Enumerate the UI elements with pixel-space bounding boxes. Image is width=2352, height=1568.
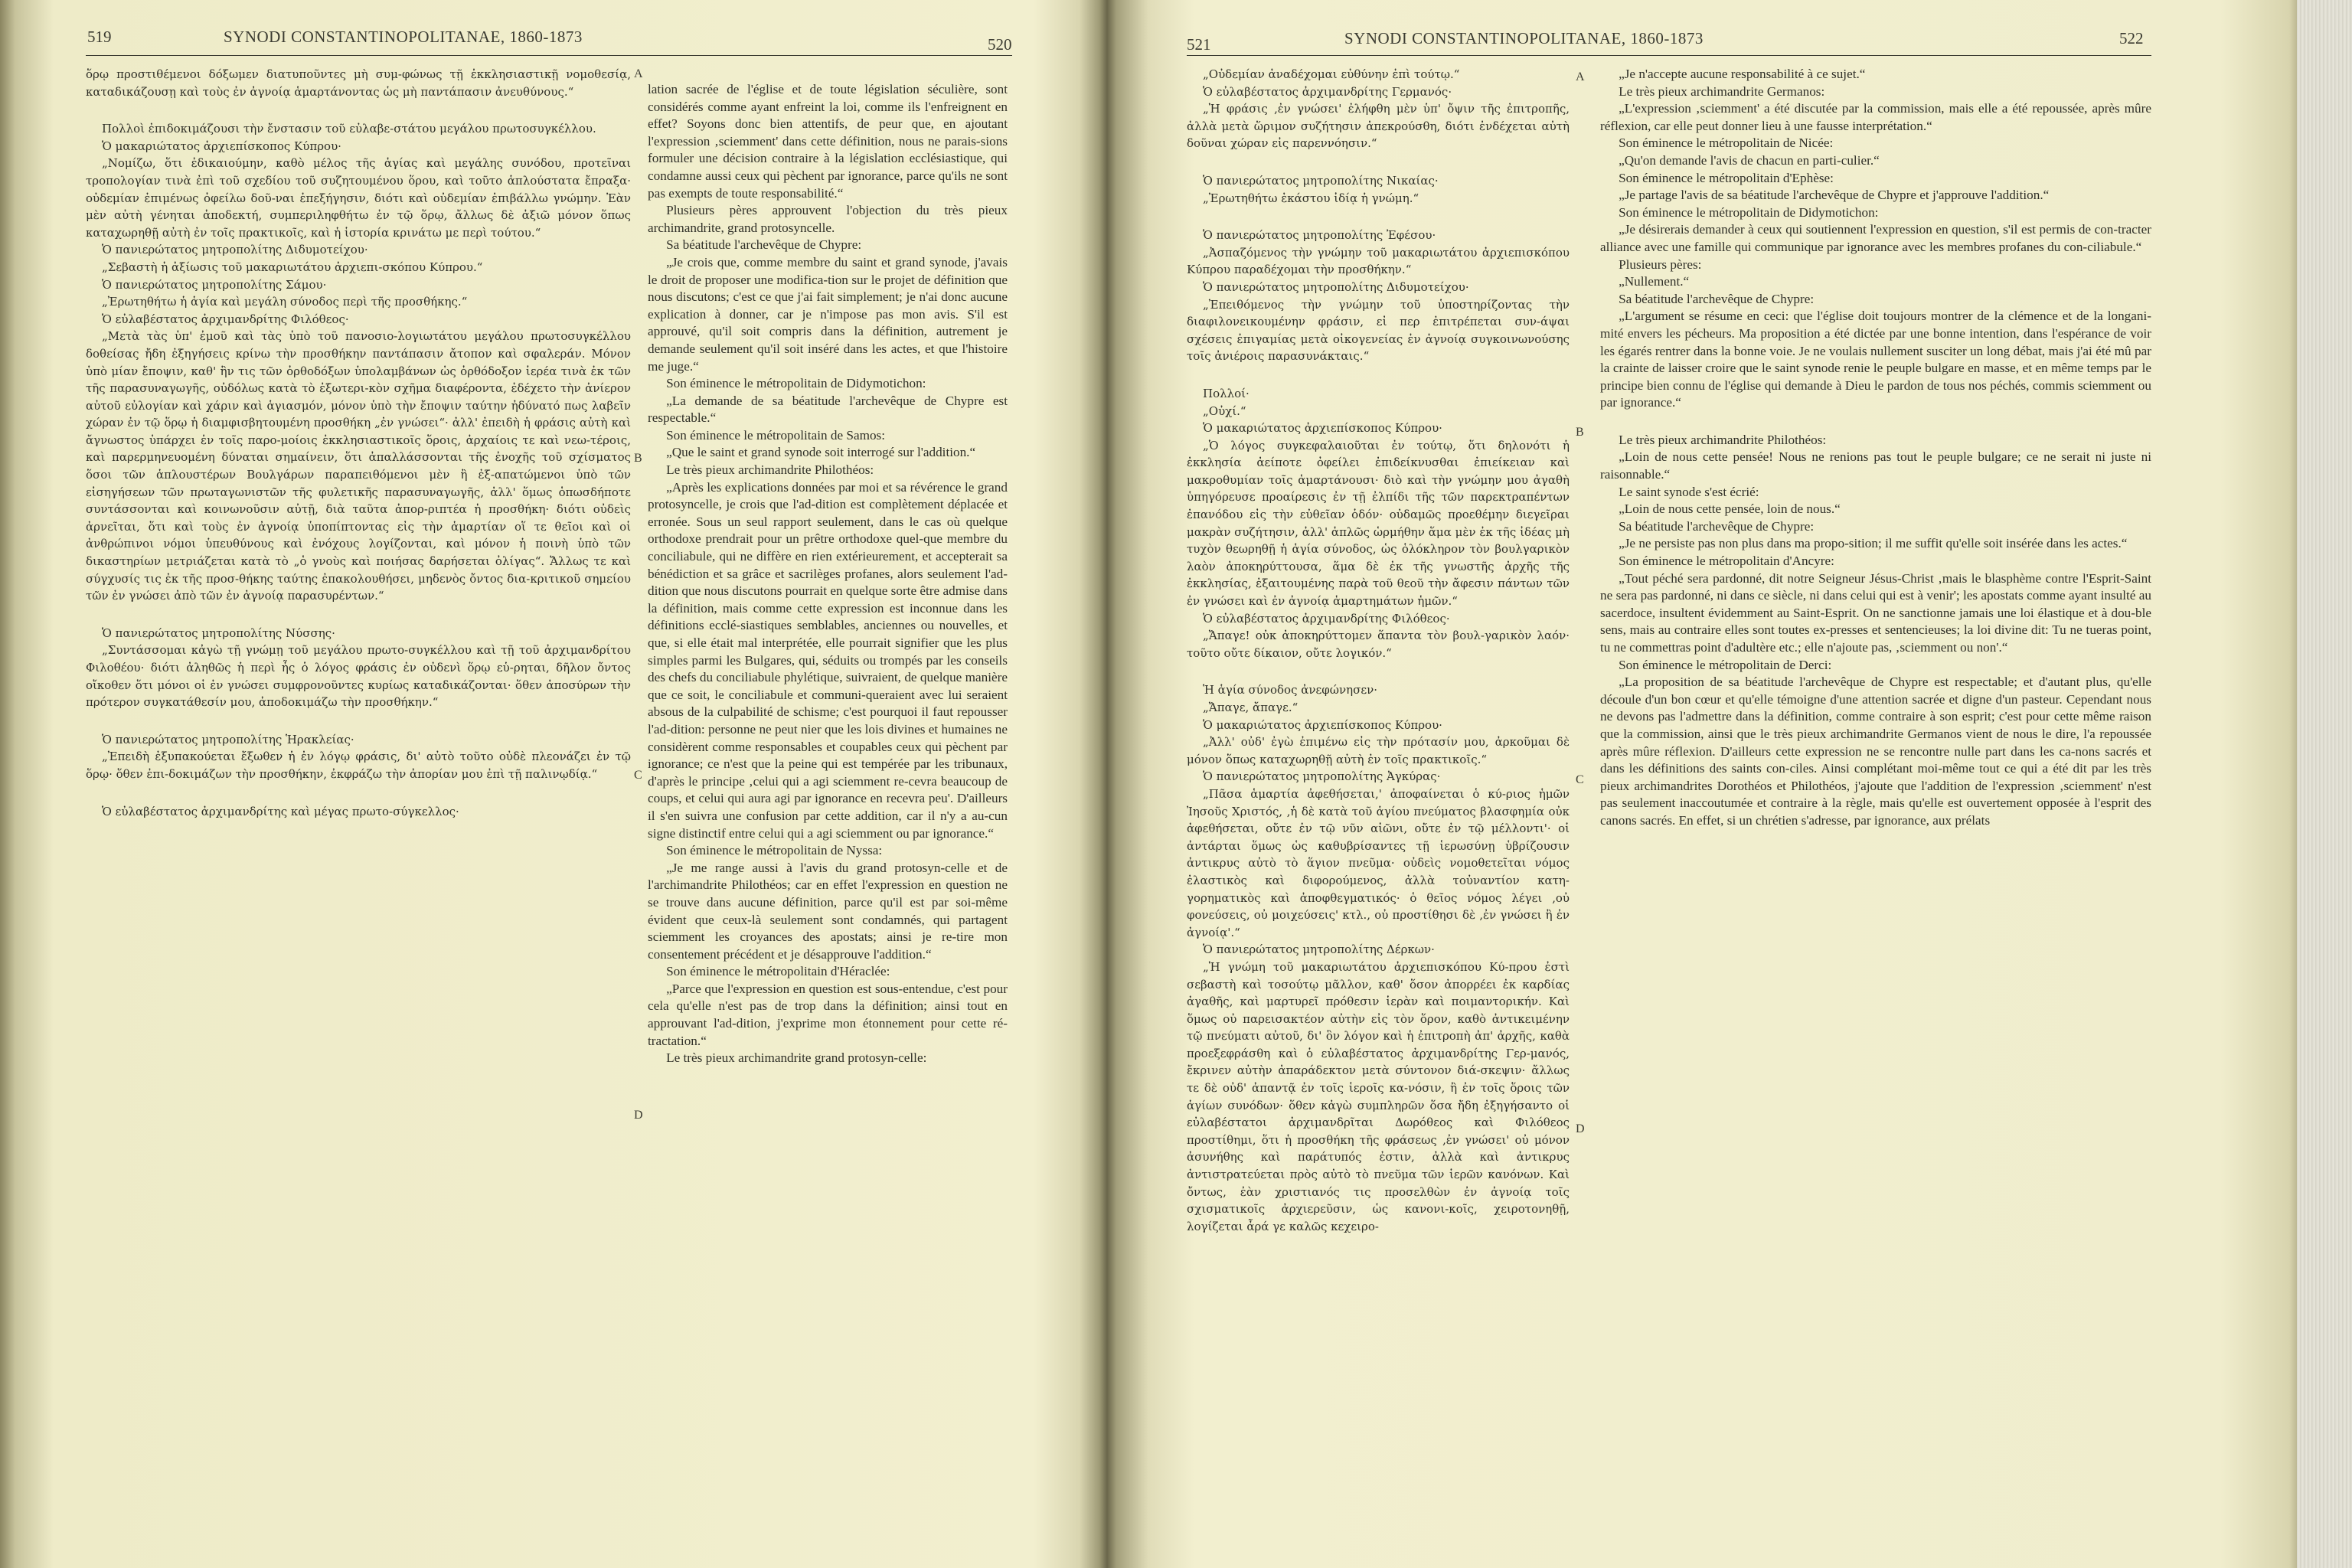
- paragraph: Ὁ πανιερώτατος μητροπολίτης Νύσσης·: [102, 626, 335, 640]
- paragraph: „Ἄπαγε, ἄπαγε.“: [1203, 701, 1298, 714]
- paragraph: „Ἀλλ' οὐδ' ἐγὼ ἐπιμένω εἰς τὴν πρότασίν μου, ἀρκοῦμαι δὲ μόνον ὅπως καταχωρηθῇ αὐτὴ ἐν τοῖς πρακτικοῖς.“: [1187, 735, 1570, 766]
- header-rule: [1187, 55, 2151, 56]
- paragraph: „Ἄπαγε! οὐκ ἀποκηρύττομεν ἅπαντα τὸν βουλ-γαρικὸν λαόν· τοῦτο οὔτε δίκαιον, οὔτε λογικόν.“: [1187, 629, 1570, 660]
- margin-letter: B: [1576, 426, 1584, 439]
- paragraph: „Que le saint et grand synode soit interrogé sur l'addition.“: [666, 445, 976, 460]
- paragraph: Πολλοί·: [1203, 386, 1250, 400]
- paragraph: „Ἀσπαζόμενος τὴν γνώμην τοῦ μακαριωτάτου ἀρχιεπισκόπου Κύπρου παραδέχομαι τὴν προσθήκην.“: [1187, 245, 1570, 277]
- paragraph: Son éminence le métropolitain d'Ancyre:: [1619, 554, 1834, 569]
- paragraph: Le très pieux archimandrite Germanos:: [1619, 83, 1825, 99]
- paragraph: Ἡ ἁγία σύνοδος ἀνεφώνησεν·: [1203, 683, 1378, 697]
- paragraph: „Ἐπειδὴ ἐξυπακούεται ἔξωθεν ἡ ἐν λόγῳ φράσις, δι' αὐτὸ τοῦτο οὐδὲ πλεονάζει ἐν τῷ ὅρῳ· ὅθεν ἐπι-δοκιμάζων τὴν προσθήκην, ἐκφράζω τὴν ἀπορίαν μου ἐπὶ τῇ παλινῳδίᾳ.“: [86, 750, 631, 781]
- paragraph: „Je ne persiste pas non plus dans ma propo-sition; il me suffit qu'elle soit insérée dans les actes.“: [1619, 536, 2128, 551]
- paragraph: Ὁ πανιερώτατος μητροπολίτης Ἀγκύρας·: [1203, 769, 1441, 784]
- right-page: [1148, 0, 2297, 1568]
- paragraph: „Οὐχί.“: [1203, 403, 1246, 418]
- paragraph: „Ἐπειθόμενος τὴν γνώμην τοῦ ὑποστηρίζοντας τὴν διαφιλονεικουμένην φράσιν, εἰ περ ἐπιτρέπεται συν-άψαι σχέσεις ἐπιγαμίας μετὰ οἰκογενείας ἐν ἀγνοίᾳ συγκοινωνούσης τοῖς ἀνιέροις παρασυνάκταις.“: [1187, 297, 1570, 364]
- paragraph: ὅρῳ προστιθέμενοι δόξωμεν διατυποῦντες μὴ συμ-φώνως τῇ ἐκκλησιαστικῇ νομοθεσίᾳ, καταδικάζουσῃ καὶ τοὺς ἐν ἀγνοίᾳ ἁμαρτάνοντας ὡς μὴ παντάπασιν ἀνευθύνους.“: [86, 67, 631, 99]
- paragraph: „Ἐρωτηθήτω ἑκάστου ἰδίᾳ ἡ γνώμη.“: [1203, 191, 1419, 205]
- paragraph: „Οὐδεμίαν ἀναδέχομαι εὐθύνην ἐπὶ τούτῳ.“: [1203, 67, 1460, 81]
- paragraph: Son éminence le métropolitain de Didymotichon:: [666, 376, 926, 391]
- paragraph: Le très pieux archimandrite Philothéos:: [666, 462, 874, 478]
- paragraph: Ὁ εὐλαβέστατος ἀρχιμανδρίτης καὶ μέγας πρωτο-σύγκελλος·: [102, 804, 459, 818]
- paragraph: „Σεβαστὴ ἡ ἀξίωσις τοῦ μακαριωτάτου ἀρχιεπι-σκόπου Κύπρου.“: [102, 260, 483, 274]
- paragraph: Ὁ μακαριώτατος ἀρχιεπίσκοπος Κύπρου·: [1203, 717, 1442, 732]
- paragraph: Le très pieux archimandrite grand protosyn-celle:: [666, 1050, 927, 1066]
- paragraph: „Πᾶσα ἁμαρτία ἀφεθήσεται,' ἀποφαίνεται ὁ κύ-ριος ἡμῶν Ἰησοῦς Χριστός, ‚ἡ δὲ κατὰ τοῦ ἁγίου πνεύματος βλασφημία οὐκ ἀφεθήσεται, οὔτε ἐν τῷ νῦν αἰῶνι, οὔτε ἐν τῷ μέλλοντι'· οἱ ἀντάρται ὅμως ὡς καθυβρίσαντες τῇ ἱερωσύνῃ ὑβρίζουσιν ἀντικρυς αὐτὸ τὸ ἅγιον πνεῦμα· οὐδεὶς νομοθετεῖται νόμος ἐλαστικὸς καὶ διφορούμενος, ἀλλὰ τοὐναντίον κατη-γορηματικὸς καὶ ἀποφθεγματικός· ὁ θεῖος νόμος λέγει ‚οὐ φονεύσεις, οὐ μοιχεύσεις' κτλ., οὐ προστίθησι δὲ ‚ἐν γνώσει ἢ ἐν ἀγνοίᾳ'.“: [1187, 786, 1570, 939]
- margin-letter: D: [1576, 1122, 1585, 1135]
- page-number: 522: [2119, 29, 2144, 47]
- margin-letter: A: [1576, 70, 1585, 83]
- margin-letter: C: [634, 769, 642, 782]
- paragraph: „Loin de nous cette pensée! Nous ne renions pas tout le peuple bulgare; ce ne serait ni juste ni raisonnable.“: [1600, 449, 2151, 482]
- paragraph: Ὁ εὐλαβέστατος ἀρχιμανδρίτης Φιλόθεος·: [102, 312, 349, 326]
- paragraph: „Parce que l'expression en question est sous-entendue, c'est pour cela qu'elle n'est pas de trop dans la définition; ainsi tout en approuvant l'ad-dition, j'exprime mon étonnement pour cette ré-tractation.“: [648, 981, 1008, 1048]
- paragraph: „Nullement.“: [1619, 274, 1690, 289]
- greek-column: [1187, 66, 1570, 1521]
- paragraph: Plusieurs pères approuvent l'objection du très pieux archimandrite, grand protosyncelle.: [648, 203, 1008, 235]
- paragraph: „L'expression ‚sciemment' a été discutée par la commission, mais elle a été repoussée, après mûre réflexion, car elle peut donner lieu à une fausse interprétation.“: [1600, 101, 2151, 133]
- paragraph: „L'argument se résume en ceci: que l'église doit toujours montrer de la clémence et de la longani-mité envers les pécheurs. Ma proposition a été dictée par une bonne intention, dans l'espérance de voir les égarés rentrer dans la bonne voie. Je ne voulais nullement susciter un long débat, mais j'ai été mû par la crainte de laisser croire que le saint synode renie le peuple bulgare en masse, et en même temps par le principe bien connu de l'église qui demande à Dieu le pardon de tous nos péchés, commis sciemment ou par ignorance.“: [1600, 309, 2151, 410]
- paragraph: „La proposition de sa béatitude l'archevêque de Chypre est respectable; et d'autant plus, qu'elle découle d'un bon cœur et qu'elle témoigne d'une attention sacrée et digne d'un pasteur. Cependant nous ne devons pas l'admettre dans la définition, comme contraire à son esprit; c'est pour cette même raison que la commission, ainsi que le très pieux archimandrite Germanos vient de nous le dire, l'a repoussée après mûre réflexion. D'ailleurs cette expression ne se rencontre nulle part dans les ca-nons sacrés et dans les définitions des saints con-ciles. Ainsi complétant moi-même tout ce qui a été dit par les très pieux archimandrites Dorothéos et Philothéos, j'ajoute que l'addition de l'expression ‚sciemment' n'est pas seulement inaccoutumée et contraire à la règle, mais qu'elle est ouvertement opposée à l'esprit des canons sacrés. En effet, si un chrétien s'adresse, par ignorance, aux prélats: [1600, 675, 2151, 828]
- paragraph: Sa béatitude l'archevêque de Chypre:: [1619, 291, 1815, 306]
- paragraph: Son éminence le métropolitain de Derci:: [1619, 657, 1832, 672]
- margin-letter: A: [634, 67, 643, 80]
- paragraph: Plusieurs pères:: [1619, 256, 1702, 272]
- paragraph: Ὁ πανιερώτατος μητροπολίτης Διδυμοτείχου·: [1203, 279, 1469, 294]
- paragraph: Son éminence le métropolitain de Samos:: [666, 427, 885, 443]
- greek-column: [86, 66, 631, 1521]
- paragraph: Ὁ πανιερώτατος μητροπολίτης Ἐφέσου·: [1203, 228, 1436, 243]
- paragraph: Ὁ πανιερώτατος μητροπολίτης Σάμου·: [102, 277, 327, 292]
- paragraph: „Je partage l'avis de sa béatitude l'archevêque de Chypre et j'approuve l'addition.“: [1619, 188, 2050, 203]
- paragraph: Ὁ πανιερώτατος μητροπολίτης Ἡρακλείας·: [102, 732, 354, 746]
- page-number: 521: [1187, 35, 1211, 54]
- paragraph: „Συντάσσομαι κἀγὼ τῇ γνώμῃ τοῦ μεγάλου πρωτο-συγκέλλου καὶ τῇ τοῦ ἀρχιμανδρίτου Φιλοθέου· διότι ἀληθῶς ἡ περὶ ἧς ὁ λόγος φράσις ἐν οὐδενὶ ὅρῳ εὑ-ρηται, δῆλον ὄντος οἴκοθεν ὅτι μόνοι οἱ ἐν γνώσει συμφρονοῦντες κυρίως καταδικάζονται· ὅθεν ἀποσύρων τὴν πρότερον συγκατάθεσίν μου, ἀποδοκιμάζω τὴν προσθήκην.“: [86, 643, 631, 710]
- paragraph: „Tout péché sera pardonné, dit notre Seigneur Jésus-Christ ‚mais le blasphème contre l'Esprit-Saint ne sera pas pardonné, ni dans ce siècle, ni dans celui qui est à venir'; les apostats comme ayant insulté au sacerdoce, insultent évidemment au Saint-Esprit. On ne sanctionne jamais une loi élastique et à dou-ble sens, mais au contraire elles sont toutes ex-presses et sentencieuses; la loi divine dit: Tu ne tueras point, tu ne commettras point d'adultère etc.; elle n'ajoute pas, ‚sciemment ou non'.“: [1600, 570, 2151, 655]
- paragraph: „Νομίζω, ὅτι ἐδικαιούμην, καθὸ μέλος τῆς ἁγίας καὶ μεγάλης συνόδου, προτεῖναι τροπολογίαν τινὰ ἐπὶ τοῦ σχεδίου τοῦ συζητουμένου ὅρου, καὶ τοῦτο ἁπλούστατα ἔπραξα· οὐδεμίαν ἐπιμένως ὀφείλω δοῦ-ναι ἐπεξήγησιν, διότι καὶ οὐδεμίαν ἐπιβάλλω γνώμην. Ἐὰν μὲν αὐτὴ γένηται ἀποδεκτή, συμπεριληφθήτω ἐν τῷ ὅρῳ, ἄλλως δὲ ἀξιῶ μόνον ὅπως καταχωρηθῇ αὐτὴ ἐν τοῖς πρακτικοῖς, καὶ ἡ ἱστορία κρινάτω με περὶ τούτου.“: [86, 156, 631, 240]
- left-page: [0, 0, 1102, 1568]
- header-rule: [86, 55, 1012, 56]
- margin-letter: B: [634, 452, 642, 465]
- paragraph: Son éminence le métropolitain de Nyssa:: [666, 843, 883, 858]
- paragraph: Le très pieux archimandrite Philothéos:: [1619, 432, 1827, 447]
- paragraph: Le saint synode s'est écrié:: [1619, 484, 1759, 499]
- page-number: 519: [87, 28, 112, 46]
- paragraph: Ὁ εὐλαβέστατος ἀρχιμανδρίτης Φιλόθεος·: [1203, 611, 1450, 626]
- paragraph: Ὁ μακαριώτατος ἀρχιεπίσκοπος Κύπρου·: [1203, 421, 1442, 436]
- page-number: 520: [988, 35, 1012, 54]
- paragraph: Sa béatitude l'archevêque de Chypre:: [666, 237, 862, 253]
- paragraph: „Après les explications données par moi et sa révérence le grand protosyncelle, je crois que l'ad-dition est complètement déplacée et erronée. Sous un seul rapport seulement, dans le cas où quelque orthodoxe prendrait pour un prêtre orthodoxe quel-que membre du conciliabule, qui ne diffère en rien extérieurement, et accepterait sa bénédiction et sa grâce et sacrilèges profanes, alors seulement l'ad-dition que nous discutons pourrait en quelque sorte être admise dans la définition, mais comme cette expression est inconnue dans les définitions ecclé-siastiques semblables, anciennes ou nouvelles, et que, si elle était mal interprétée, elle pourrait signifier que les plus simples parmi les Bulgares, qui, séduits ou trompés par les conseils des chefs du conciliabule phylétique, suivraient, de quelque manière que ce soit, le conciliabule et communi-queraient avec lui seraient absous de la culpabilité de schisme; c'est pourquoi il faut repousser l'ad-dition: personne ne peut nier que les lois divines et humaines ne considèrent comme responsables et coupables ceux qui pèchent par ignorance; ce n'est que la peine qui est tempérée par les tribunaux, d'après le principe ‚celui qui a agi sciemment re-cevra beaucoup de coups, et celui qui aura agi par ignorance en recevra peu'. D'ailleurs il s'en suivra une confusion par cette addition, car il n'y a au-cun signe distinctif entre celui qui a agi sciemment ou par ignorance.“: [648, 479, 1008, 841]
- paragraph: Son éminence le métropolitain de Nicée:: [1619, 136, 1834, 151]
- paragraph: „Je n'accepte aucune responsabilité à ce sujet.“: [1619, 67, 1866, 81]
- paragraph: Son éminence le métropolitain d'Ephèse:: [1619, 170, 1834, 185]
- paragraph: „Qu'on demande l'avis de chacun en parti-culier.“: [1619, 152, 1880, 168]
- margin-letter: C: [1576, 773, 1584, 786]
- paragraph: Son éminence le métropolitain d'Héraclée:: [666, 964, 890, 979]
- paragraph: Πολλοὶ ἐπιδοκιμάζουσι τὴν ἔνστασιν τοῦ εὐλαβε-στάτου μεγάλου πρωτοσυγκέλλου.: [102, 122, 596, 136]
- paragraph: „Ἐρωτηθήτω ἡ ἁγία καὶ μεγάλη σύνοδος περὶ τῆς προσθήκης.“: [102, 295, 468, 309]
- running-head: SYNODI CONSTANTINOPOLITANAE, 1860-1873: [1344, 29, 1704, 47]
- page-edges: [2297, 0, 2352, 1568]
- paragraph: Ὁ πανιερώτατος μητροπολίτης Νικαίας·: [1203, 173, 1439, 188]
- paragraph: Son éminence le métropolitain de Didymotichon:: [1619, 204, 1879, 220]
- french-column: [1600, 66, 2151, 1521]
- paragraph: „Je crois que, comme membre du saint et grand synode, j'avais le droit de proposer une modifica-tion sur le projet de définition que nous discutons; c'est ce que j'ai fait simplement; je n'ai donc aucune explication à donner, car je n'impose pas mon avis. S'il est approuvé, qu'il soit compris dans la définition, autrement je demande seulement qu'il soit inséré dans les actes, et que l'histoire me juge.“: [648, 254, 1008, 374]
- paragraph: „Ἡ φράσις ‚ἐν γνώσει' ἐλήφθη μὲν ὑπ' ὄψιν τῆς ἐπιτροπῆς, ἀλλὰ μετὰ ὥριμον συζήτησιν ἀπεκρούσθη, διότι ἐνδέχεται αὐτὴ δοῦναι χώραν εἰς παρεννόησιν.“: [1187, 102, 1570, 151]
- margin-letter: D: [634, 1109, 643, 1122]
- paragraph: Ὁ πανιερώτατος μητροπολίτης Δέρκων·: [1203, 942, 1435, 957]
- running-head: SYNODI CONSTANTINOPOLITANAE, 1860-1873: [224, 28, 583, 46]
- paragraph: „Loin de nous cette pensée, loin de nous.“: [1619, 501, 1841, 517]
- paragraph: „Ὁ λόγος συγκεφαλαιοῦται ἐν τούτῳ, ὅτι δηλονότι ἡ ἐκκλησία ἀείποτε ὀφείλει ἐπιδείκνυσθαι ἐπιείκειαν καὶ μακροθυμίαν τοῖς ἁμαρτάνουσι· διὸ καὶ τὴν γνώμην μου ἀγαθὴ ὑπηγόρευσε προαίρεσις ἐν τῇ ἐλπίδι τῆς τῶν παρεκτραπέντων ἐπανόδου εἰς τὴν εὐθεῖαν ὁδόν· οὐδαμῶς προεθέμην διεγεῖραι μακρὰν συζήτησιν, ἀλλ' ἁπλῶς ὡρμήθην ἅμα μὲν ἐκ τῆς ἰδέας μὴ τυχὸν θεωρηθῇ ἡ ἁγία σύνοδος, ὡς ὁλόκληρον τὸν βουλγαρικὸν λαὸν ἀποκηρύττουσα, ἅμα δὲ ἐκ τῆς γνωστῆς ἀρχῆς τῆς ἐκκλησίας, ἐξαιτουμένης παρὰ τοῦ θεοῦ τὴν ἄφεσιν πάντων τῶν ἐν γνώσει καὶ ἐν ἀγνοίᾳ ἁμαρτημάτων ἡμῶν.“: [1187, 438, 1570, 609]
- paragraph: „Je me range aussi à l'avis du grand protosyn-celle et de l'archimandrite Philothéos; car en effet l'expression en question ne se trouve dans aucune définition, parce qu'il est par soi-même évident que ceux-là seulement sont condamnés, qui partagent sciemment les croyances des apostats; ainsi je re-tire mon consentement précédent et je désapprouve l'addition.“: [648, 860, 1008, 962]
- paragraph: lation sacrée de l'église et de toute législation séculière, sont considérés comme ayant enfreint la loi, comme ils l'enfreignent en effet? Soyons donc bien attentifs, de peur que, en ajoutant l'expression ‚sciemment' dans cette définition, nous ne parais-sions formuler une décision contraire à la législation ecclésiastique, qui condamne aussi ceux qui pèchent par ignorance, parce qu'ils ne sont pas exempts de toute responsabilité.“: [648, 82, 1008, 201]
- paragraph: „Μετὰ τὰς ὑπ' ἐμοῦ καὶ τὰς ὑπὸ τοῦ πανοσιο-λογιωτάτου μεγάλου πρωτοσυγκέλλου δοθείσας ἤδη ἐξηγήσεις κρίνω τὴν προσθήκην παντάπασιν ἄτοπον καὶ σφαλεράν. Μόνον ὑπὸ μίαν ἔποψιν, καθ' ἣν τις τῶν ὀρθοδόξων ὑπολαμβάνων ὡς ὀρθόδοξον ἱερέα τινὰ ἐκ τῶν τῆς παρασυναγωγῆς, οὐδόλως κατὰ τὸ ἐξωτερι-κὸν σχῆμα διαφέροντα, ἐδέχετο τὴν ἀνίερον αὐτοῦ εὐλογίαν καὶ χάριν καὶ ἁγιασμόν, μόνον ὑπὸ τὴν ἔποψιν ταύτην ἠδύνατό πως λαβεῖν χώραν ἐν τῷ ὅρῳ ἡ διαμφισβητουμένη προσθήκη „ἐν γνώσει“· ἀλλ' ἐπειδὴ ἡ φράσις αὐτὴ καὶ ἄγνωστος ὑπάρχει ἐν τοῖς παρο-μοίοις ἐκκλησιαστικοῖς ὅροις, ἀρχαίοις τε καὶ νεω-τέροις, καὶ παρερμηνευομένη δύναται σημαίνειν, ὅτι ἀπαλλάσσονται τῆς ἐνοχῆς τοῦ σχίσματος ὅσοι τῶν ἁπλουστέρων Βουλγάρων παραπειθόμενοι μὲν ἢ ἐξ-απατώμενοι ὑπὸ τῶν εἰσηγήσεων τῶν πρωταγωνιστῶν τῆς φυλετικῆς παρασυναγωγῆς, ἀλλ' ὅμως ὁπωσδήποτε συντάσσονται καὶ κοινωνοῦσιν αὐτῇ, διὰ ταῦτα ἀπορ-ριπτέα ἡ προσθήκη· διότι οὐδεὶς ἀρνεῖται, ὅτι καὶ τοὺς ἐν ἀγνοίᾳ ὑποπίπτοντας εἰς τὴν ἁμαρτίαν οἵ τε θεῖοι καὶ οἱ ἀνθρώπινοι νόμοι ὑπευθύνους καὶ ἐνόχους λογίζονται, καὶ μόνον ἡ ποινὴ ὑπὸ τῶν δικαστηρίων μετριάζεται κατὰ τὸ „ὁ γνοὺς καὶ ποιήσας δαρήσεται ὀλίγας“. Ἄλλως τε καὶ σύγχυσίς τις ἐκ τῆς προσ-θήκης ταύτης ἐπακολουθήσει, μηδενὸς ὄντος δια-κριτικοῦ σημείου τῶν ἐν γνώσει ἀπὸ τῶν ἐν ἀγνοίᾳ παρασυρέντων.“: [86, 329, 631, 603]
- paragraph: Sa béatitude l'archevêque de Chypre:: [1619, 518, 1815, 534]
- paragraph: Ὁ πανιερώτατος μητροπολίτης Διδυμοτείχου·: [102, 243, 368, 257]
- paragraph: „La demande de sa béatitude l'archevêque de Chypre est respectable.“: [648, 393, 1008, 426]
- paragraph: „Je désirerais demander à ceux qui soutiennent l'expression en question, s'il est permis de con-tracter alliance avec une famille qui communique par ignorance avec les membres profanes du con-ciliabule.“: [1600, 222, 2151, 254]
- paragraph: Ὁ εὐλαβέστατος ἀρχιμανδρίτης Γερμανός·: [1203, 84, 1452, 99]
- paragraph: „Ἡ γνώμη τοῦ μακαριωτάτου ἀρχιεπισκόπου Κύ-πρου ἐστὶ σεβαστὴ καὶ τοσούτῳ μᾶλλον, καθ' ὅσον ἀπορρέει ἐκ καρδίας ἀγαθῆς, καὶ μαρτυρεῖ πρόθεσιν ἱερὰν καὶ ποιμαντορικήν. Καὶ ὅμως οὐ παρεισακτέον αὐτὴν εἰς τὸν ὅρον, καθὸ ἀντικειμένην τῷ πνεύματι αὐτοῦ, δι' ὃν λόγον καὶ ἡ ἐπιτροπὴ ἀπ' ἀρχῆς, καθὰ προεξεφράσθη καὶ ὁ εὐλαβέστατος ἀρχιμανδρίτης Γερ-μανός, ἔκρινεν αὐτὴν ἀπαράδεκτον μετὰ σύντονον διά-σκεψιν· ἄλλως τε δὲ οὐδ' ἀπαντᾷ ἐν τοῖς ἱεροῖς κα-νόσιν, ἢ ἐν τοῖς ὅροις τῶν ἁγίων συνόδων· ὅθεν κἀγὼ συμπληρῶν ὅσα ἤδη ἐξηγήσαντο οἱ εὐλαβέστατοι ἀρχιμανδρῖται Δωρόθεος καὶ Φιλόθεος προστίθημι, ὅτι ἡ προσθήκη τῆς φράσεως ‚ἐν γνώσει' οὐ μόνον ἀσυνήθης καὶ παράτυπός ἐστιν, ἀλλὰ καὶ ἀντικρυς ἀντιστρατεύεται πρὸς αὐτὸ τὸ πνεῦμα τῶν ἱερῶν κανόνων. Καὶ ὄντως, ἐὰν χριστιανός τις προσελθὼν ἐν ἀγνοίᾳ τοῖς σχισματικοῖς ἀρχιερεῦσιν, ὡς κανονι-κοῖς, χειροτονηθῇ, λογίζεται ἆρά γε καλῶς κεχειρο-: [1187, 959, 1570, 1233]
- paragraph: Ὁ μακαριώτατος ἀρχιεπίσκοπος Κύπρου·: [102, 139, 341, 153]
- french-column: [648, 81, 1008, 1521]
